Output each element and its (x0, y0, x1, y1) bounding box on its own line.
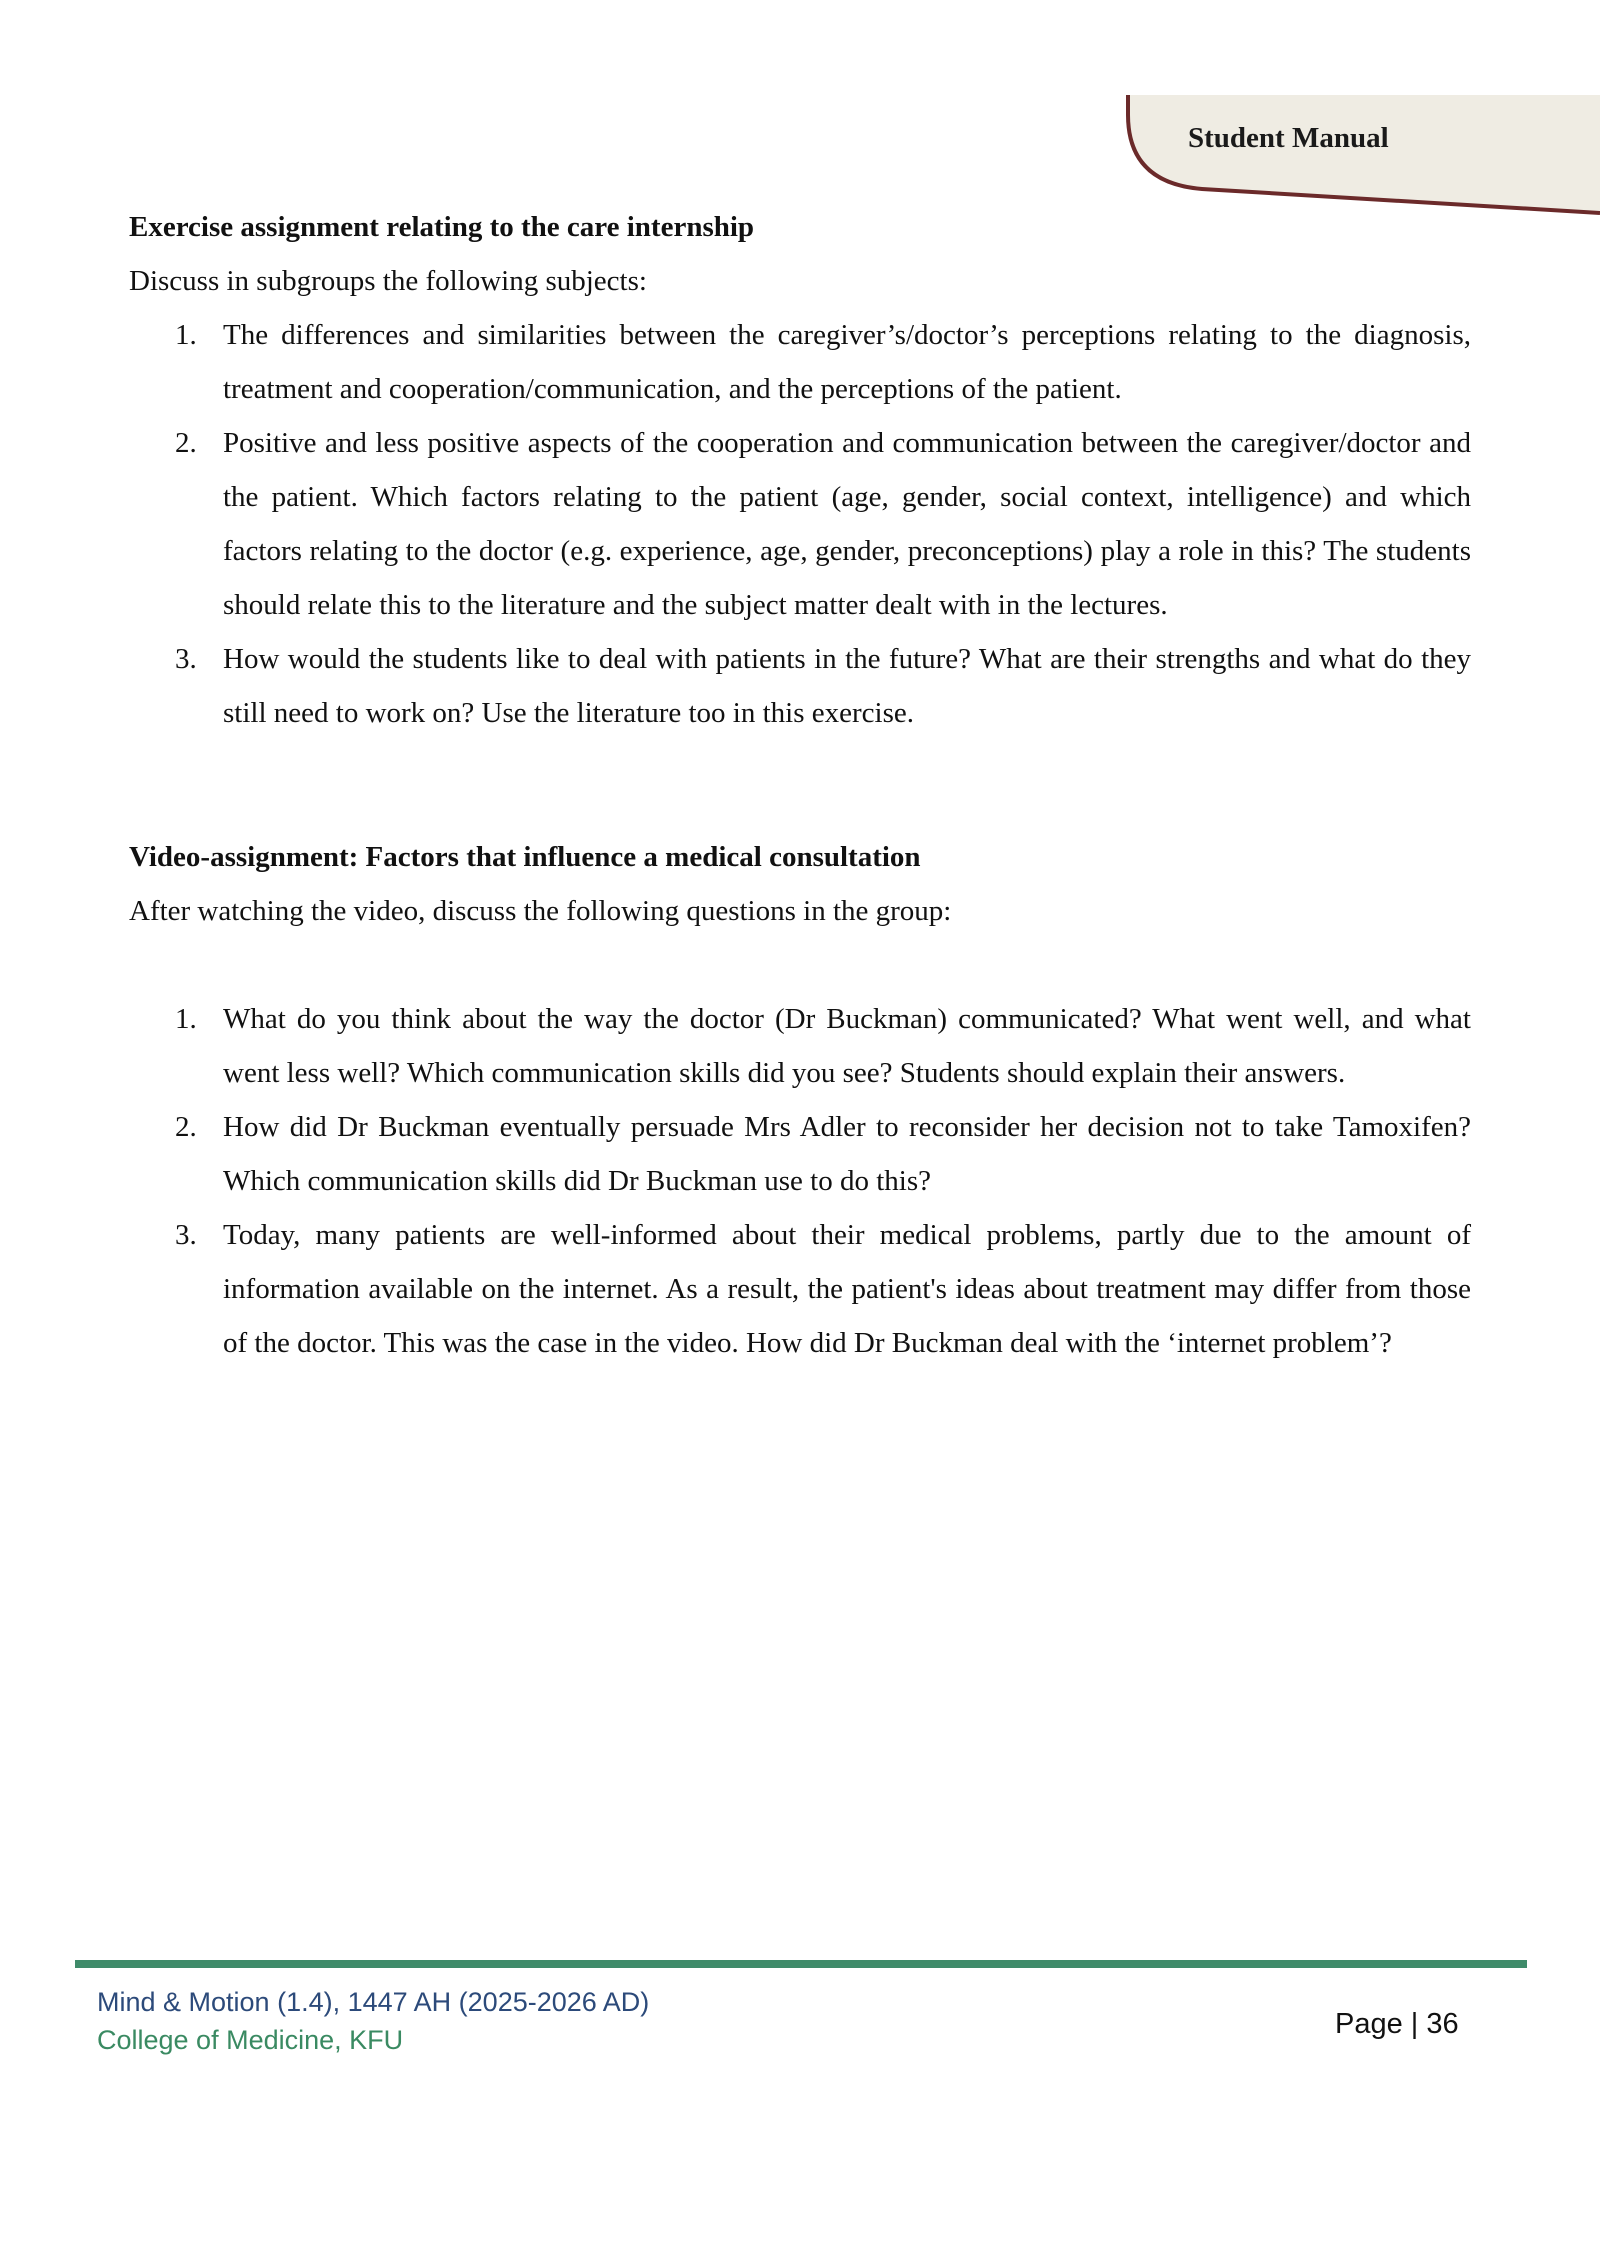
list-item-text: Positive and less positive aspects of the cooperation and communication between the caregiver/doctor and the patient. Which factors relating to the patient (age, gender, social context, intelligence) and which factors relating to the doctor (e.g. experience, age, gender, preconceptions) play a role in this? The students should relate this to the literature and the subject matter dealt with in the lectures. (223, 427, 1471, 621)
list-item-text: How would the students like to deal with patients in the future? What are their strengths and what do they still need to work on? Use the literature too in this exercise. (223, 643, 1471, 729)
list-item (129, 632, 1471, 740)
header-label: Student Manual (1188, 122, 1389, 154)
list-item (129, 1208, 1471, 1370)
list-item (129, 308, 1471, 416)
exercise-list (129, 308, 1471, 740)
footer-divider (75, 1960, 1527, 1968)
list-item-text: The differences and similarities between the caregiver’s/doctor’s perceptions relating to the diagnosis, treatment and cooperation/communication, and the perceptions of the patient. (223, 319, 1471, 405)
list-item-number: 2. (175, 427, 197, 459)
header-tab-shape (1120, 95, 1600, 215)
exercise-intro: Discuss in subgroups the following subjects: (129, 265, 647, 297)
footer-college: College of Medicine, KFU (97, 2025, 404, 2055)
header-tab (1120, 95, 1600, 215)
list-item (129, 416, 1471, 632)
list-item-number: 2. (175, 1111, 197, 1143)
video-section (129, 830, 1471, 1370)
list-item (129, 992, 1471, 1100)
list-item (129, 1100, 1471, 1208)
page-number: Page | 36 (1335, 2008, 1459, 2040)
footer-course-info: Mind & Motion (1.4), 1447 AH (2025-2026 AD) (97, 1987, 650, 2017)
list-item-text: How did Dr Buckman eventually persuade Mrs Adler to reconsider her decision not to take Tamoxifen? Which communication skills did Dr Buckman use to do this? (223, 1111, 1471, 1197)
list-item-number: 1. (175, 1003, 197, 1035)
exercise-title: Exercise assignment relating to the care internship (129, 211, 755, 243)
video-list (129, 992, 1471, 1370)
list-item-number: 3. (175, 1219, 197, 1251)
video-intro: After watching the video, discuss the following questions in the group: (129, 895, 952, 927)
list-item-number: 3. (175, 643, 197, 675)
exercise-section (129, 200, 1471, 740)
list-item-text: What do you think about the way the doctor (Dr Buckman) communicated? What went well, and what went less well? Which communication skills did you see? Students should explain their answers. (223, 1003, 1471, 1089)
video-title: Video-assignment: Factors that influence a medical consultation (129, 841, 921, 873)
list-item-number: 1. (175, 319, 197, 351)
list-item-text: Today, many patients are well-informed about their medical problems, partly due to the amount of information available on the internet. As a result, the patient's ideas about treatment may differ from those of the doctor. This was the case in the video. How did Dr Buckman deal with the ‘internet problem’? (223, 1219, 1471, 1359)
